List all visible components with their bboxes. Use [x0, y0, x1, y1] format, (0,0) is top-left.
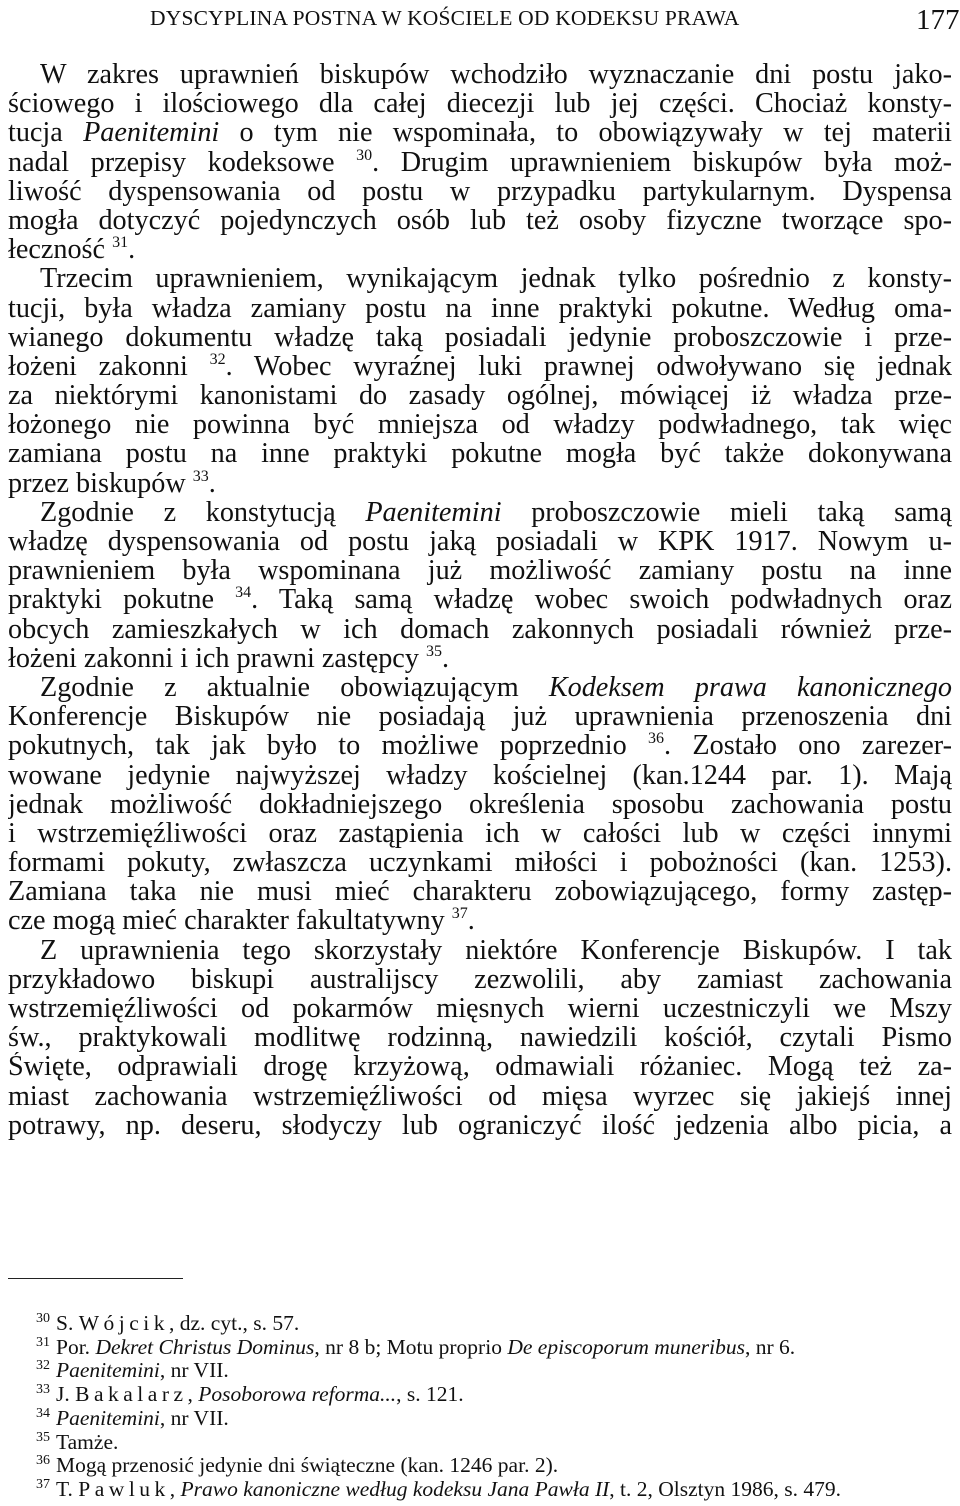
- footnote-number: 36: [36, 1453, 50, 1469]
- text-line: [8, 352, 952, 381]
- text-line: [8, 118, 952, 147]
- italic-text: Paenitemini: [365, 497, 502, 527]
- text-run: , nr VII.: [159, 1358, 229, 1383]
- text-run: , dz. cyt., s. 57.: [169, 1311, 300, 1335]
- italic-text: Paenitemini: [83, 118, 220, 148]
- text-run: J.: [56, 1382, 76, 1407]
- footnote: [36, 1454, 956, 1478]
- text-line: [8, 585, 952, 614]
- text-line: [8, 1023, 952, 1052]
- text-run: ,: [187, 1382, 199, 1407]
- text-line: [8, 60, 952, 89]
- footnote-ref: 37: [451, 905, 468, 923]
- text-line: [8, 323, 952, 352]
- text-run: ściowego i ilościowego dla całej diecezji lub jej części. Chociaż konsty-: [8, 89, 952, 119]
- text-run: św., praktykowali modlitwę rodzinną, nawiedzili kościół, czytali Pismo: [8, 1023, 952, 1053]
- text-run: ,: [169, 1476, 181, 1501]
- text-run: łożeni zakonni i ich prawni zastępcy: [8, 642, 426, 674]
- text-line: [8, 1082, 952, 1111]
- text-run: .: [128, 234, 136, 266]
- footnote-number: 31: [36, 1334, 50, 1350]
- text-run: jednak możliwość dokładniejszego określenia sposobu zachowania postu: [8, 789, 952, 819]
- text-run: Mogą przenosić jedynie dni świąteczne (kan. 1246 par. 2).: [56, 1453, 559, 1478]
- footnote-number: 30: [36, 1311, 50, 1326]
- text-run: formami pokuty, zwłaszcza uczynkami miłości i pobożności (kan. 1253).: [8, 848, 952, 878]
- text-run: Zgodnie z aktualnie obowiązującym: [40, 672, 549, 703]
- text-run: łożeni zakonni: [8, 351, 210, 382]
- text-run: Tamże.: [56, 1429, 119, 1454]
- text-run: . Zostało ono zarezer-: [664, 731, 952, 761]
- text-line: [8, 294, 952, 323]
- footnote-ref: 30: [356, 147, 373, 164]
- italic-text: Paenitemini: [56, 1405, 160, 1430]
- footnote-number: 37: [36, 1476, 50, 1492]
- text-line: [8, 644, 952, 673]
- footnote-ref: 35: [425, 642, 442, 660]
- text-run: liwość dyspensowania od postu w przypadku partykularnym. Dyspensa: [8, 176, 952, 206]
- text-line: [8, 819, 952, 848]
- text-run: prawnieniem była wspominana już możliwość zamiany postu na inne: [8, 556, 952, 586]
- footnote: [36, 1407, 956, 1431]
- text-line: [8, 439, 952, 468]
- text-run: .: [467, 905, 475, 937]
- text-run: . Taką samą władzę wobec swoich podwładnych oraz: [251, 585, 952, 615]
- text-line: [8, 556, 952, 585]
- text-line: [8, 731, 952, 760]
- text-run: , nr 8 b; Motu proprio: [314, 1334, 508, 1359]
- text-line: [8, 527, 952, 556]
- text-run: Zamiana taka nie musi mieć charakteru zobowiązującego, formy zastęp-: [8, 877, 952, 907]
- text-run: .: [208, 467, 216, 499]
- text-run: proboszczowie mieli taką samą: [501, 497, 952, 527]
- text-line: [8, 148, 952, 177]
- footnotes: [36, 1312, 956, 1502]
- text-run: , s. 121.: [396, 1382, 464, 1407]
- text-run: T.: [56, 1476, 79, 1501]
- text-line: [8, 702, 952, 731]
- text-run: o tym nie wspominała, to obowiązywały w tej materii: [219, 118, 952, 148]
- footnote: [36, 1431, 956, 1455]
- text-line: [8, 965, 952, 994]
- text-run: Zgodnie z konstytucją: [40, 497, 366, 527]
- text-run: . Drugim uprawnieniem biskupów była moż-: [372, 147, 952, 177]
- text-run: łożonego nie powinna być mniejsza od władzy podwładnego, tak więc: [8, 410, 952, 440]
- text-run: , nr 6.: [745, 1334, 796, 1359]
- footnote-ref: 32: [209, 351, 226, 368]
- text-line: [8, 615, 952, 644]
- text-line: [8, 790, 952, 819]
- text-line: [8, 206, 952, 235]
- footnote-ref: 34: [235, 585, 252, 602]
- footnote: [36, 1336, 956, 1360]
- text-run: W zakres uprawnień biskupów wchodziło wyznaczanie dni postu jako-: [40, 60, 952, 90]
- text-line: [8, 848, 952, 877]
- text-line: [8, 381, 952, 410]
- text-run: obcych zamieszkałych w ich domach zakonnych posiadali również prze-: [8, 614, 952, 644]
- footnote-number: 33: [36, 1382, 50, 1398]
- text-run: , t. 2, Olsztyn 1986, s. 479.: [609, 1476, 842, 1501]
- text-run: mogła dotyczyć pojedynczych osób lub też osoby fizyczne tworzące spo-: [8, 205, 952, 236]
- text-line: [8, 235, 952, 264]
- text-run: . Wobec wyraźnej luki prawnej odwoływano się jednak: [225, 351, 952, 382]
- page-number: 177: [916, 4, 960, 36]
- text-run: pokutnych, tak jak było to możliwe poprzednio: [8, 731, 649, 761]
- footnote-ref: 31: [112, 234, 129, 252]
- text-run: wianego dokumentu władzę taką posiadali jedynie proboszczowie i prze-: [8, 322, 952, 352]
- body-text: [8, 60, 952, 1140]
- spaced-author-name: Bakalarz: [75, 1382, 188, 1407]
- text-line: [8, 410, 952, 439]
- text-run: potrawy, np. deseru, słodyczy lub ograniczyć ilość jedzenia albo picia, a: [8, 1110, 952, 1140]
- text-run: wowane jedynie najwyższej władzy kościelnej (kan.1244 par. 1). Mają: [8, 760, 952, 790]
- text-line: [8, 264, 952, 293]
- footnote-number: 34: [36, 1405, 50, 1421]
- italic-text: Paenitemini: [56, 1358, 160, 1383]
- footnote-number: 35: [36, 1429, 50, 1445]
- text-run: miast zachowania wstrzemięźliwości od mięsa wyrzec się jakiejś innej: [8, 1081, 952, 1111]
- spaced-author-name: Pawluk: [78, 1476, 170, 1501]
- footnote: [36, 1478, 956, 1502]
- footnote-number: 32: [36, 1358, 50, 1374]
- text-run: cze mogą mieć charakter fakultatywny: [8, 905, 452, 937]
- italic-text: Kodeksem prawa kanonicznego: [548, 672, 952, 703]
- text-run: S.: [56, 1311, 79, 1335]
- italic-text: Posoborowa reforma...: [198, 1382, 397, 1407]
- text-line: [8, 906, 952, 935]
- text-run: przez biskupów: [8, 467, 193, 499]
- text-run: , nr VII.: [159, 1405, 229, 1430]
- text-run: i wstrzemięźliwości oraz zastąpienia ich w całości lub w części innymi: [8, 818, 952, 849]
- spaced-author-name: Wójcik: [78, 1311, 170, 1335]
- text-line: [8, 469, 952, 498]
- text-line: [8, 1052, 952, 1081]
- text-run: łeczność: [8, 234, 113, 266]
- running-head: DYSCYPLINA POSTNA W KOŚCIELE OD KODEKSU PRAWA: [150, 6, 740, 30]
- text-run: przykładowo biskupi australijscy zezwolili, aby zamiast zachowania: [8, 964, 952, 994]
- italic-text: De episcoporum muneribus: [507, 1334, 745, 1359]
- text-run: Trzecim uprawnieniem, wynikającym jednak tylko pośrednio z konsty-: [40, 264, 952, 294]
- text-run: nadal przepisy kodeksowe: [8, 147, 357, 177]
- footnote-ref: 36: [648, 731, 665, 748]
- text-line: [8, 994, 952, 1023]
- text-run: Por.: [56, 1334, 96, 1359]
- text-line: [8, 936, 952, 965]
- text-run: za niektórymi kanonistami do zasady ogólnej, mówiącej iż władza prze-: [8, 381, 952, 411]
- text-run: praktyki pokutne: [8, 585, 236, 615]
- italic-text: Prawo kanoniczne według kodeksu Jana Pawła II: [180, 1476, 610, 1501]
- text-line: [8, 673, 952, 702]
- text-run: Konferencje Biskupów nie posiadają już uprawnienia przenoszenia dni: [8, 702, 952, 732]
- text-run: władzę dyspensowania od postu jaką posiadali w KPK 1917. Nowym u-: [8, 527, 952, 557]
- italic-text: Dekret Christus Dominus: [95, 1334, 315, 1359]
- text-run: wstrzemięźliwości od pokarmów mięsnych wierni uczestniczyli we Mszy: [8, 994, 952, 1024]
- text-run: zamiana postu na inne praktyki pokutne mogła być także dokonywana: [8, 439, 952, 469]
- footnote: [36, 1312, 956, 1336]
- text-line: [8, 1111, 952, 1140]
- footnote: [36, 1359, 956, 1383]
- text-line: [8, 498, 952, 527]
- text-line: [8, 89, 952, 118]
- footnote: [36, 1383, 956, 1407]
- text-run: Święte, odprawiali drogę krzyżową, odmawiali różaniec. Mogą też za-: [8, 1052, 952, 1082]
- footnote-ref: 33: [192, 467, 209, 485]
- text-run: tucja: [8, 118, 84, 148]
- text-line: [8, 761, 952, 790]
- footnote-separator: [8, 1278, 183, 1279]
- text-run: .: [441, 642, 450, 674]
- text-line: [8, 877, 952, 906]
- text-run: Z uprawnienia tego skorzystały niektóre Konferencje Biskupów. I tak: [40, 935, 952, 965]
- text-run: tucji, była władza zamiany postu na inne praktyki pokutne. Według oma-: [8, 293, 952, 323]
- text-line: [8, 177, 952, 206]
